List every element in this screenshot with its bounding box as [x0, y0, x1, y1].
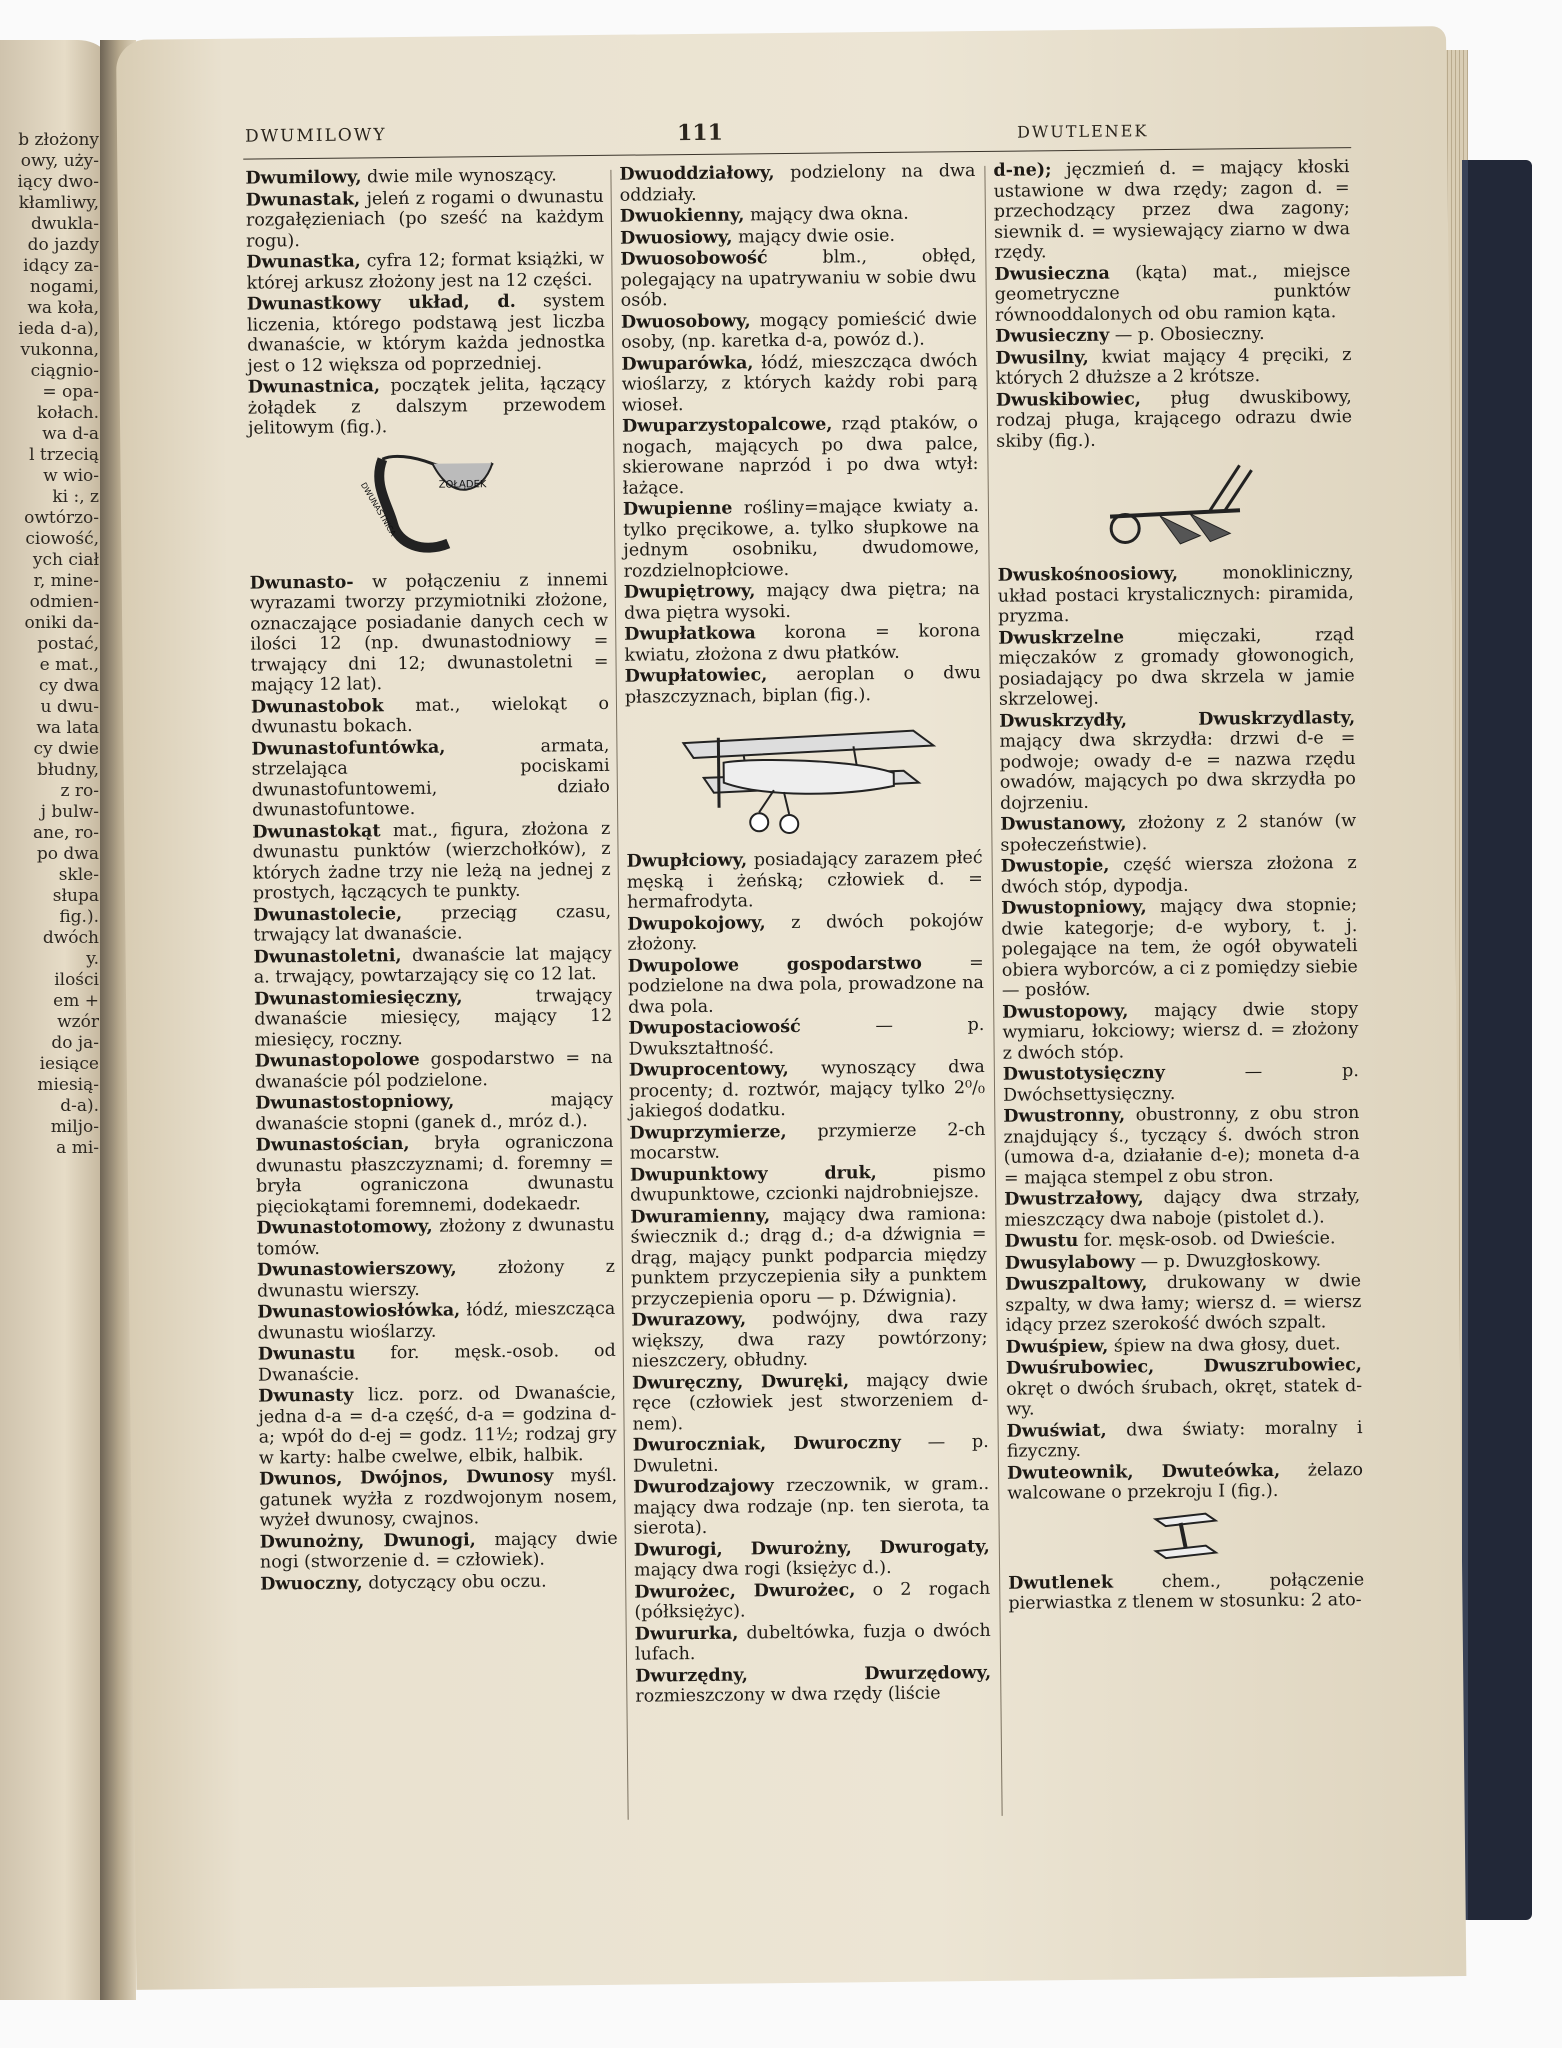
- entry-headword: Dwuświat,: [1006, 1420, 1107, 1442]
- entry-headword: Dwurodzajowy: [633, 1476, 774, 1498]
- previous-page-line: postać,: [37, 634, 99, 654]
- entry-definition: przeciąg czasu, trwający lat dwanaście.: [253, 901, 612, 946]
- previous-page-line: e mat.,: [39, 655, 99, 675]
- previous-page-line: owy, uży-: [20, 151, 99, 171]
- dictionary-entry: [1005, 1271, 1362, 1336]
- entry-headword: Dwustopniowy,: [1001, 897, 1147, 919]
- previous-page-line: em +: [53, 991, 99, 1011]
- entry-definition: pismo dwupunktowe, czcionki najdrobniejsze.: [630, 1161, 987, 1206]
- entry-definition: mat., wielokąt o dwunastu bokach.: [251, 693, 610, 738]
- dictionary-entry: [254, 943, 612, 988]
- previous-page-line: kłamliwy,: [18, 193, 99, 213]
- entry-headword: Dwunastolecie,: [253, 903, 403, 926]
- dictionary-entry: [632, 1369, 989, 1434]
- entry-headword: Dwustopie,: [1000, 855, 1110, 877]
- previous-page-line: u dwu-: [40, 697, 99, 717]
- dictionary-entry: [620, 225, 976, 249]
- dictionary-entry: [250, 569, 609, 696]
- entry-headword: Dwupiętrowy,: [623, 581, 756, 603]
- previous-page-line: idący za-: [23, 256, 99, 276]
- entry-definition: mający dwie osie.: [732, 225, 896, 248]
- dictionary-entry: [251, 735, 610, 821]
- book-cover: [1462, 160, 1532, 1920]
- dictionary-entry: [1006, 1355, 1363, 1420]
- i-beam-figure: [1145, 1508, 1226, 1564]
- entry-definition: (kąta) mat., miejsce geometryczne punktów równooddalonych od obu ramion kąta.: [994, 260, 1351, 326]
- entry-headword: Dwuskośnoosiowy,: [997, 563, 1179, 586]
- entry-definition: chem., połączenie pierwiastka z tlenem w stosunku: 2 ato-: [1008, 1569, 1365, 1614]
- entry-headword: Dwuskrzelne: [998, 626, 1125, 649]
- dictionary-entry: [252, 818, 611, 904]
- previous-page-line: a mi-: [56, 1138, 99, 1158]
- entry-headword: Dwuramienny,: [630, 1205, 771, 1228]
- entry-definition: armata, strzelająca pociskami dwunastofuntowemi, działo dwunastofuntowe.: [251, 735, 610, 821]
- entry-definition: dający dwa strzały, mieszczący dwa naboje (pistolet d.).: [1004, 1186, 1361, 1231]
- dictionary-entry: [994, 261, 1351, 326]
- entry-headword: Dwuosiowy,: [619, 227, 733, 249]
- entry-definition: łódź, mieszcząca dwóch wioślarzy, z których każdy robi parą wioseł.: [621, 350, 978, 416]
- entry-definition: = podzielone na dwa pola, prowadzone na dwa pola.: [627, 952, 985, 1018]
- entry-headword: Dwustopowy,: [1002, 1000, 1129, 1023]
- column-2: [619, 161, 991, 1708]
- header-rule: [243, 147, 1351, 160]
- entry-definition: mający dwa piętra; na dwa piętra wysoki.: [623, 578, 980, 624]
- entry-definition: dwanaście lat mający a. trwający, powtarzający się co 12 lat.: [253, 943, 612, 988]
- dictionary-entry: [995, 323, 1351, 347]
- previous-page-line: ciągnio-: [30, 361, 99, 381]
- previous-page-line: b złożony: [18, 130, 99, 150]
- entry-headword: Dwusieczna: [994, 263, 1110, 285]
- previous-page-line: iesiące: [39, 1054, 99, 1074]
- entry-headword: Dwuparówka,: [621, 352, 754, 375]
- dictionary-entry: [255, 1048, 613, 1093]
- dictionary-entry: [621, 309, 977, 354]
- previous-page-line: iący dwo-: [17, 172, 99, 192]
- entry-headword: Dwusilny,: [995, 347, 1089, 369]
- entry-headword: Dwutlenek: [1008, 1572, 1114, 1594]
- dictionary-entry: [634, 1536, 990, 1581]
- previous-page-line: odmien-: [29, 592, 99, 612]
- entry-headword: Dwurogi, Dwurożny, Dwurogaty,: [633, 1536, 990, 1561]
- previous-page-line: miljo-: [50, 1117, 99, 1137]
- previous-page-line: ki :, z: [52, 487, 99, 507]
- entry-headword: Dwustronny,: [1003, 1105, 1126, 1127]
- dictionary-entry: [1005, 1250, 1361, 1274]
- entry-definition: początek jelita, łączący żołądek z dalszym przewodem jelitowym (fig.).: [247, 373, 606, 439]
- dictionary-entry: [627, 848, 984, 913]
- entry-definition: dwie mile wynoszący.: [361, 165, 557, 188]
- entry-headword: d-ne);: [993, 160, 1052, 181]
- entry-definition: mający dwa ramiona: świecznik d.; drąg d.; d-a dźwignia = drąg, mający punkt podparcia między punktem przyczepienia siły a punktem przyczepienia oporu — p. Dźwignia).: [630, 1203, 988, 1310]
- previous-page-line: ane, ro-: [32, 823, 99, 843]
- entry-definition: bryła ograniczona dwunastu płaszczyznami; d. foremny = bryła ograniczona dwunastu pięciokątami foremnemi, dodekaedr.: [255, 1131, 615, 1218]
- entry-headword: Dwunastomiesięczny,: [253, 986, 463, 1010]
- entry-headword: Dwuprzymierze,: [629, 1121, 787, 1144]
- dictionary-entry: [253, 901, 611, 946]
- entry-headword: Dwunastak,: [245, 188, 361, 211]
- entry-headword: Dwuprocentowy,: [628, 1059, 789, 1081]
- page-number: 111: [676, 119, 724, 147]
- entry-headword: Dwuosobowość: [620, 248, 768, 270]
- dictionary-entry: [247, 291, 606, 377]
- dictionary-entry: [634, 1578, 990, 1623]
- entry-definition: wynoszący dwa procenty; d. roztwór, mający tylko 2⁰/₀ jakiegoś dodatku.: [628, 1056, 986, 1122]
- previous-page-line: = opa-: [42, 382, 99, 402]
- entry-definition: mogący pomieścić dwie osoby, (np. karetka d-a, powóz d.).: [621, 308, 978, 353]
- dictionary-entry: [248, 374, 607, 439]
- previous-page-line: vukonna,: [20, 340, 99, 360]
- entry-headword: Dwupunktowy druk,: [629, 1162, 877, 1186]
- entry-headword: Dwurzędny, Dwurzędowy,: [635, 1662, 992, 1687]
- dictionary-entry: [624, 621, 980, 666]
- entry-definition: mający dwanaście stopni (ganek d., mróz d.).: [255, 1089, 614, 1135]
- dictionary-entry: [1003, 1103, 1360, 1189]
- entry-headword: Dwurazowy,: [631, 1309, 747, 1331]
- previous-page-line: ieda d-a),: [18, 319, 99, 339]
- entry-definition: dotyczący obu oczu.: [362, 1571, 547, 1594]
- entry-definition: gospodarstwo = na dwanaście pól podzielone.: [254, 1047, 613, 1093]
- dictionary-entry: [633, 1432, 989, 1477]
- entry-headword: Dwunastostopniowy,: [255, 1091, 455, 1114]
- entry-definition: monokliniczny, układ postaci krystalicznych: piramida, pryzma.: [997, 562, 1354, 627]
- entry-headword: Dwunastowierszowy,: [256, 1258, 457, 1281]
- entry-definition: część wiersza złożona z dwóch stóp, dypodja.: [1000, 853, 1357, 898]
- dictionary-entry: [628, 952, 985, 1017]
- entry-definition: drukowany w dwie szpalty, w dwa łamy; wiersz d. = wiersz idący przez szerokość dwóch szpalt.: [1005, 1271, 1362, 1336]
- dictionary-page: [116, 26, 1466, 1990]
- entry-definition: mający dwie ręce (człowiek jest stworzeniem d-nem).: [632, 1369, 989, 1435]
- dictionary-entry: [255, 1132, 614, 1218]
- entry-headword: Dwuokienny,: [619, 205, 745, 227]
- entry-definition: — p. Dwuletni.: [632, 1431, 989, 1477]
- entry-definition: for. męsk.-osob. od Dwanaście.: [257, 1340, 616, 1386]
- entry-headword: Dwuoczny,: [260, 1573, 363, 1595]
- entry-headword: Dwunastofuntówka,: [251, 737, 446, 760]
- entry-headword: Dwuśrubowiec, Dwuszrubowiec,: [1005, 1355, 1363, 1379]
- previous-page-line: w wio-: [43, 466, 99, 486]
- entry-definition: mający dwa okna.: [744, 203, 909, 226]
- dictionary-entry: [1007, 1418, 1363, 1463]
- dictionary-entry: [245, 165, 603, 189]
- previous-page-line: dwukla-: [31, 214, 99, 234]
- entry-definition: o 2 rogach (półksiężyc).: [634, 1578, 991, 1623]
- entry-definition: — p. Dwukształtność.: [628, 1014, 985, 1060]
- entry-headword: Dwupostaciowość: [628, 1016, 801, 1039]
- duodenum-label: DWUNASTNICA: [358, 480, 398, 538]
- entry-headword: Dwustotysięczny: [1002, 1063, 1165, 1085]
- dictionary-entry: [260, 1528, 618, 1573]
- entry-headword: Dwunasty: [258, 1385, 354, 1407]
- entry-definition: przymierze 2-ch mocarstw.: [629, 1119, 986, 1164]
- entry-definition: mający dwa stopnie; dwie kategorje; d-e wybory, t. j. polegające na tem, że ogół obywateli obiera wyborców, a ci z pomiędzy siebie — posłów.: [1001, 895, 1358, 1001]
- entry-definition: licz. porz. od Dwanaście, jedna d-a = d-a część, d-a = godzina d-a; wpół do d-ej = godz. 11½; rodzaj gry w karty: halbe cwelwe, elbik, halbik.: [258, 1382, 617, 1469]
- dictionary-entry: [1008, 1570, 1364, 1615]
- dictionary-entry: [1006, 1334, 1362, 1358]
- column-3: [993, 157, 1364, 1615]
- entry-definition: — p. Obosieczny.: [1109, 323, 1265, 346]
- dictionary-entry: [246, 249, 604, 294]
- entry-definition: jęczmień d. = mający kłoski ustawione w dwa rzędy; zagon d. = przechodzący przez dwa zagony; siewnik d. = wysiewający ziarno w dwa rzędy.: [993, 157, 1351, 263]
- previous-page-line: wa koła,: [27, 298, 99, 318]
- previous-page-line: błudny,: [37, 760, 99, 780]
- dictionary-entry: [629, 1057, 986, 1122]
- plough-figure: [1089, 455, 1260, 557]
- entry-headword: Dwupienne: [622, 498, 733, 520]
- entry-headword: Dwupokojowy,: [627, 912, 766, 935]
- entry-definition: — p. Dwóchsettysięczny.: [1002, 1061, 1359, 1106]
- dictionary-entry: [631, 1307, 988, 1372]
- entry-definition: obustronny, z obu stron znajdujący ś., tyczący ś. dwóch stron (umowa d-a, działanie d-e); moneta d-a = mająca stempel z obu stron.: [1003, 1103, 1360, 1189]
- previous-page-line: d-a).: [60, 1096, 99, 1116]
- previous-page-line: owtórzo-: [24, 508, 99, 528]
- entry-headword: Dwuoddziałowy,: [619, 163, 775, 185]
- entry-headword: Dwunożny, Dwunogi,: [259, 1529, 476, 1553]
- dictionary-entry: [629, 1119, 985, 1164]
- previous-page-line: kołach.: [36, 403, 99, 423]
- duodenum-figure: [352, 442, 503, 564]
- entry-definition: złożony z dwunastu tomów.: [256, 1214, 615, 1260]
- entry-definition: łódź, mieszcząca dwunastu wioślarzy.: [257, 1298, 616, 1344]
- entry-headword: Dwunastościan,: [255, 1133, 410, 1156]
- entry-definition: aeroplan o dwu płaszczyznach, biplan (fig.).: [624, 662, 981, 708]
- previous-page-line: cy dwie: [33, 739, 99, 759]
- dictionary-entry: [246, 186, 605, 251]
- dictionary-entry: [630, 1203, 987, 1309]
- dictionary-entry: [258, 1341, 616, 1386]
- entry-headword: Dwupłatkowa: [624, 623, 756, 645]
- entry-headword: Dwunastokąt: [252, 820, 381, 843]
- dictionary-entry: [1000, 811, 1356, 856]
- dictionary-entry: [1007, 1460, 1363, 1505]
- entry-headword: Dwuskibowiec,: [995, 388, 1142, 411]
- dictionary-entry: [630, 1161, 986, 1206]
- entry-definition: rząd ptaków, o nogach, mających po dwa palce, skierowane naprzód i po dwa wtył: łażące.: [622, 412, 979, 499]
- dictionary-entry: [254, 985, 613, 1050]
- previous-page-line: y.: [86, 949, 99, 969]
- entry-headword: Dwunasto-: [249, 572, 354, 594]
- entry-headword: Dwuparzystopalcowe,: [621, 414, 833, 437]
- previous-page-line: cy dwa: [38, 676, 99, 696]
- dictionary-entry: [622, 413, 979, 499]
- entry-definition: w połączeniu z innemi wyrazami tworzy przymiotniki złożone, oznaczające posiadanie danych cech w ilości 12 (np. dwunastodniowy = trwający dni 12; dwunastoletni = mający 12 lat).: [249, 569, 609, 696]
- previous-page-line: nogami,: [29, 277, 99, 297]
- dictionary-entry: [1005, 1228, 1361, 1252]
- previous-page-line: wzór: [57, 1012, 99, 1032]
- entry-definition: blm., obłęd, polegający na upatrywaniu w sobie dwu osób.: [620, 246, 977, 311]
- previous-page-line: fig.).: [59, 907, 99, 927]
- dictionary-entry: [1002, 999, 1359, 1064]
- entry-definition: dwa światy: moralny i fizyczny.: [1006, 1417, 1363, 1462]
- entry-headword: Dwusylabowy: [1004, 1251, 1136, 1274]
- dictionary-entry: [999, 708, 1356, 814]
- column-1: [245, 165, 618, 1596]
- entry-definition: — p. Dwuzgłoskowy.: [1134, 1249, 1322, 1272]
- entry-headword: Dwunastowiosłówka,: [257, 1300, 461, 1323]
- entry-headword: Dwuroczniak, Dwuroczny: [632, 1432, 901, 1456]
- dictionary-entry: [260, 1570, 618, 1594]
- previous-page-line: ciowość,: [25, 529, 99, 549]
- previous-page-line: do ja-: [51, 1033, 99, 1053]
- dictionary-entry: [620, 246, 977, 311]
- dictionary-entry: [1001, 895, 1358, 1001]
- dictionary-entry: [996, 387, 1353, 452]
- entry-headword: Dwupłatowiec,: [624, 665, 768, 687]
- dictionary-entry: [998, 562, 1355, 627]
- entry-definition: trwający dwanaście miesięcy, mający 12 miesięcy, roczny.: [254, 985, 613, 1051]
- entry-definition: cyfra 12; format książki, w której arkusz złożony jest na 12 części.: [246, 248, 605, 294]
- dictionary-entry: [627, 910, 983, 955]
- entry-definition: rzeczownik, w gram.. mający dwa rodzaje (np. ten sierota, ta sierota).: [633, 1473, 990, 1539]
- entry-definition: system liczenia, którego podstawą jest liczba dwanaście, w którym każda jednostka jest o 12 większa od poprzedniej.: [246, 290, 606, 377]
- dictionary-entry: [256, 1215, 614, 1260]
- dictionary-entry: [257, 1257, 615, 1302]
- entry-headword: Dwuśpiew,: [1005, 1336, 1109, 1358]
- entry-headword: Dwunos, Dwójnos, Dwunosy: [258, 1466, 554, 1490]
- entry-definition: żelazo walcowane o przekroju I (fig.).: [1007, 1459, 1364, 1504]
- dictionary-entry: [995, 345, 1351, 390]
- dictionary-entry: [619, 161, 975, 206]
- entry-headword: Dwupłciowy,: [626, 850, 748, 872]
- entry-definition: mający dwa rogi (księżyc d.).: [633, 1557, 892, 1581]
- dictionary-entry: [635, 1662, 991, 1707]
- entry-headword: Dwunastu: [257, 1343, 356, 1365]
- entry-definition: rozmieszczony w dwa rzędy (liście: [635, 1683, 941, 1707]
- entry-definition: dubeltówka, fuzja o dwóch lufach.: [634, 1620, 991, 1665]
- previous-page-line: l trzecią: [29, 445, 99, 465]
- entry-definition: posiadający zarazem płeć męską i żeńską; człowiek d. = hermafrodyta.: [626, 847, 983, 913]
- dictionary-entry: [257, 1299, 615, 1344]
- dictionary-entry: [1001, 853, 1357, 898]
- dictionary-entry: [625, 663, 981, 708]
- previous-page-line: dwóch: [42, 928, 99, 948]
- entry-headword: Dwuskrzydły, Dwuskrzydlasty,: [999, 707, 1356, 732]
- dictionary-entry: [255, 1090, 613, 1135]
- entry-definition: rośliny=mające kwiaty a. tylko pręcikowe, a. tylko słupkowe na jednym osobniku, dwudomowe, rozdzielnopłciowe.: [623, 495, 980, 582]
- entry-headword: Dwunastotomowy,: [256, 1216, 433, 1239]
- entry-definition: myśl. gatunek wyżła z rozdwojonym nosem, wyżeł dwunosy, cwajnos.: [259, 1465, 618, 1531]
- dictionary-entry: [620, 203, 976, 227]
- biplane-figure: [663, 710, 944, 843]
- previous-page-line: ych ciał: [32, 550, 99, 570]
- entry-definition: kwiat mający 4 pręciki, z których 2 dłuższe a 2 krótsze.: [995, 344, 1352, 389]
- entry-headword: Dwunastka,: [246, 251, 361, 273]
- entry-headword: Dwumilowy,: [245, 167, 362, 189]
- entry-headword: Dwunastkowy układ, d.: [246, 291, 516, 315]
- entry-definition: mający dwa skrzydła: drzwi d-e = podwoje; owady d-e = nazwa rzędu owadów, mających po dwa skrzydła po dojrzeniu.: [999, 728, 1356, 814]
- dictionary-entry: [1003, 1061, 1359, 1106]
- running-head-right: DWUTLENEK: [1016, 121, 1149, 142]
- entry-definition: mający dwie nogi (stworzenie d. = człowiek).: [259, 1528, 618, 1573]
- entry-definition: mięczaki, rząd mięczaków z gromady głowonogich, posiadający po dwa skrzela w jamie skrzelowej.: [998, 624, 1355, 710]
- entry-headword: Dwunastoletni,: [253, 945, 402, 968]
- previous-page-text: [0, 130, 105, 1159]
- entry-definition: złożony z 2 stanów (w społeczeństwie).: [1000, 811, 1357, 856]
- previous-page-line: skle-: [58, 865, 99, 885]
- dictionary-entry: [635, 1620, 991, 1665]
- stomach-label: ŻOŁĄDEK: [438, 478, 487, 491]
- entry-definition: jeleń z rogami o dwunastu rozgałęzieniach (po sześć na każdym rogu).: [245, 186, 604, 252]
- previous-page-line: słupa: [52, 886, 99, 906]
- entry-definition: mat., figura, złożona z dwunastu punktów (wierzchołków), z których żadne trzy nie leżą na jednej z prostych, łączących te punkty.: [252, 818, 611, 904]
- entry-headword: Dwustrzałowy,: [1004, 1188, 1144, 1210]
- previous-page-line: miesią-: [37, 1075, 99, 1095]
- previous-page-line: oniki da-: [24, 613, 99, 633]
- entry-definition: pług dwuskibowy, rodzaj pługa, krającego odrazu dwie skiby (fig.).: [995, 386, 1353, 452]
- entry-definition: podzielony na dwa oddziały.: [619, 161, 976, 206]
- entry-definition: for. męsk-osob. od Dwieście.: [1078, 1228, 1336, 1251]
- dictionary-entry: [621, 350, 978, 415]
- dictionary-entry: [624, 579, 980, 624]
- entry-definition: podwójny, dwa razy większy, dwa razy powtórzony; nieszczery, obłudny.: [631, 1306, 988, 1372]
- entry-headword: Dwuszpaltowy,: [1004, 1273, 1148, 1295]
- entry-headword: Dwustu: [1004, 1230, 1079, 1252]
- entry-headword: Dwururka,: [634, 1623, 739, 1645]
- entry-definition: śpiew na dwa głosy, duet.: [1108, 1333, 1341, 1357]
- dictionary-entry: [993, 157, 1350, 263]
- dictionary-entry: [1004, 1186, 1360, 1231]
- entry-headword: Dwuosobowy,: [620, 310, 751, 333]
- dictionary-entry: [623, 496, 980, 582]
- entry-definition: mający dwie stopy wymiaru, łokciowy; wiersz d. = złożony z dwóch stóp.: [1002, 998, 1359, 1064]
- previous-page-line: j bulw-: [40, 802, 99, 822]
- previous-page-line: z ro-: [60, 781, 99, 801]
- entry-definition: korona = korona kwiatu, złożona z dwu płatków.: [624, 620, 981, 666]
- previous-page-line: r, mine-: [33, 571, 99, 591]
- entry-headword: Dwunastobok: [250, 695, 384, 718]
- entry-definition: okręt o dwóch śrubach, okręt, statek d-wy.: [1006, 1375, 1363, 1420]
- dictionary-entry: [258, 1383, 617, 1469]
- entry-definition: złożony z dwunastu wierszy.: [257, 1256, 615, 1302]
- entry-headword: Dwupolowe gospodarstwo: [627, 953, 923, 977]
- dictionary-entry: [251, 693, 609, 738]
- entry-definition: z dwóch pokojów złożony.: [627, 910, 984, 955]
- entry-headword: Dwuteownik, Dwuteówka,: [1006, 1460, 1281, 1484]
- dictionary-entry: [633, 1474, 990, 1539]
- entry-headword: Dwustanowy,: [1000, 813, 1127, 835]
- dictionary-entry: [259, 1466, 618, 1531]
- previous-page-line: ilości: [54, 970, 99, 990]
- entry-headword: Dwunastopolowe: [254, 1049, 420, 1072]
- previous-page-line: do jazdy: [27, 235, 99, 255]
- entry-headword: Dwusieczny: [995, 325, 1110, 347]
- previous-page-line: wa d-a: [42, 424, 99, 444]
- running-head-left: DWUMILOWY: [244, 125, 387, 147]
- entry-headword: Dwurożec, Dwurożec,: [634, 1579, 856, 1603]
- entry-headword: Dwunastnica,: [247, 376, 381, 398]
- previous-page-line: wa lata: [36, 718, 99, 738]
- entry-headword: Dwuręczny, Dwuręki,: [631, 1370, 850, 1394]
- previous-page-line: po dwa: [36, 844, 99, 864]
- dictionary-entry: [998, 625, 1355, 711]
- dictionary-entry: [628, 1015, 984, 1060]
